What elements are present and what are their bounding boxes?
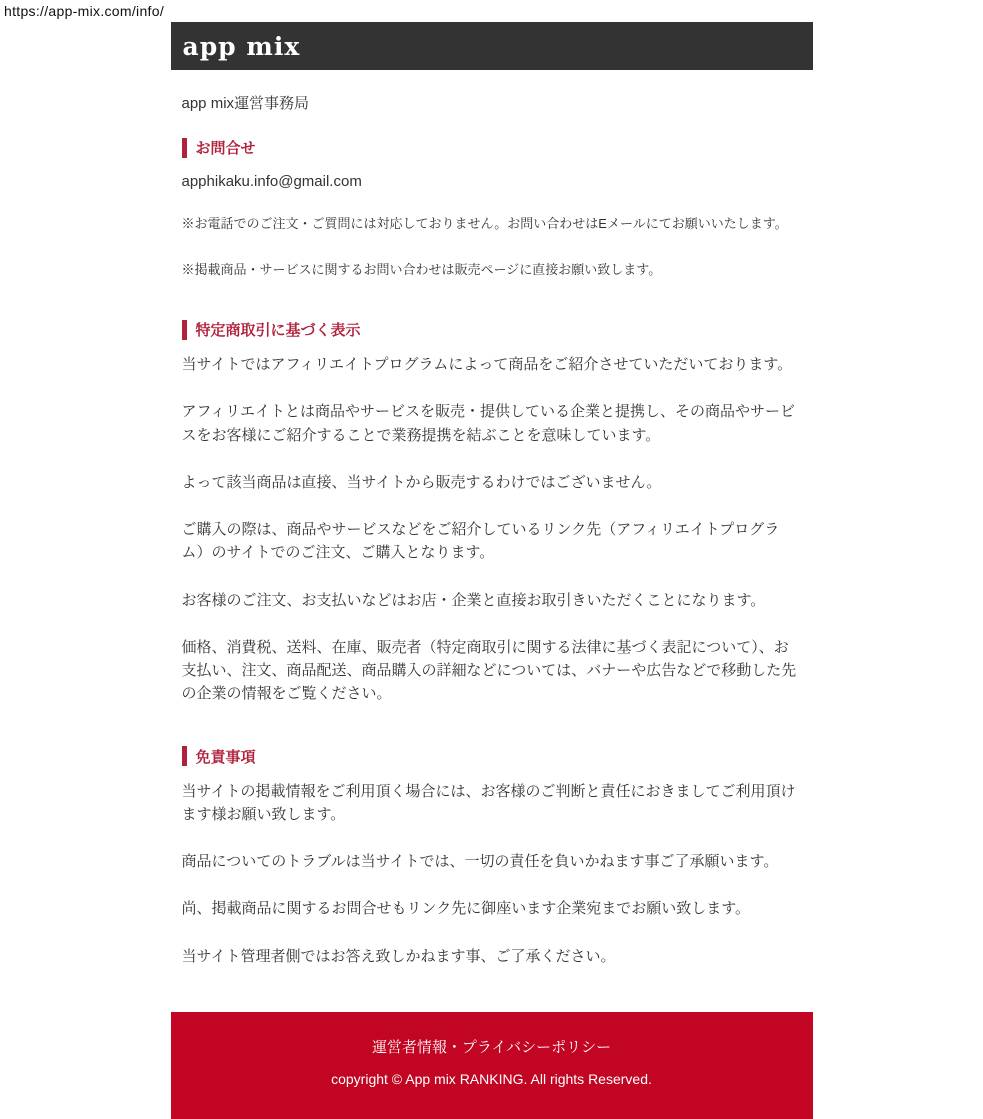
contact-note: ※掲載商品・サービスに関するお問い合わせは販売ページに直接お願い致します。 [181, 261, 662, 277]
disclaimer-paragraph: 尚、掲載商品に関するお問合せもリンク先に御座います企業宛までお願い致します。 [181, 900, 751, 918]
site-title[interactable]: app mix [182, 31, 301, 61]
disclaimer-paragraph: 商品についてのトラブルは当サイトでは、一切の責任を負いかねます事ご了承願います。 [181, 853, 779, 870]
transactions-paragraph: ご購入の際は、商品やサービスなどをご紹介しているリンク先（アフィリエイトプログラム）のサイトでのご注文、ご購入となります。 [181, 521, 780, 562]
disclaimer-paragraph: 当サイト管理者側ではお答え致しかねます事、ご了承ください。 [181, 947, 616, 965]
contact-note: ※お電話でのご注文・ご質問には対応しておりません。お問い合わせはEメールにてお願いいたします。 [181, 216, 788, 231]
content-column [171, 22, 813, 1119]
disclaimer-paragraph: 当サイトの掲載情報をご利用頂く場合には、お客様のご判断と責任におきましてご利用頂けます様お願い致します。 [181, 782, 796, 823]
site-header [171, 22, 813, 70]
section-heading-disclaimer [182, 746, 802, 767]
section-heading-transactions [182, 319, 802, 340]
footer-copyright: copyright © App mix RANKING. All rights Reserved. [331, 1070, 652, 1087]
site-footer [171, 1012, 813, 1119]
section-heading-contact [182, 137, 802, 158]
heading-accent-bar [182, 320, 187, 340]
section-heading-contact-label: お問合せ [195, 140, 256, 157]
section-heading-transactions-label: 特定商取引に基づく表示 [195, 322, 361, 339]
operator-line: app mix運営事務局 [181, 95, 310, 112]
heading-accent-bar [182, 746, 187, 766]
transactions-paragraph: お客様のご注文、お支払いなどはお店・企業と直接お取引きいただくことになります。 [181, 591, 766, 609]
footer-privacy-link[interactable]: 運営者情報・プライバシーポリシー [371, 1038, 612, 1056]
heading-accent-bar [182, 138, 187, 158]
contact-email: apphikaku.info@gmail.com [181, 173, 362, 190]
transactions-paragraph: 当サイトではアフィリエイトプログラムによって商品をご紹介させていただいております。 [181, 356, 793, 373]
page-url: https://app-mix.com/info/ [4, 3, 165, 19]
section-heading-disclaimer-label: 免責事項 [195, 748, 256, 766]
transactions-paragraph: アフィリエイトとは商品やサービスを販売・提供している企業と提携し、その商品やサービスをお客様にご紹介することで業務提携を結ぶことを意味しています。 [181, 403, 796, 444]
transactions-paragraph: よって該当商品は直接、当サイトから販売するわけではございません。 [181, 473, 662, 491]
transactions-paragraph: 価格、消費税、送料、在庫、販売者（特定商取引に関する法律に基づく表記について）、お支払い、注文、商品配送、商品購入の詳細などについては、バナーや広告などで移動した先の企業の情報をご覧ください。 [181, 638, 797, 703]
main-content [171, 92, 813, 968]
